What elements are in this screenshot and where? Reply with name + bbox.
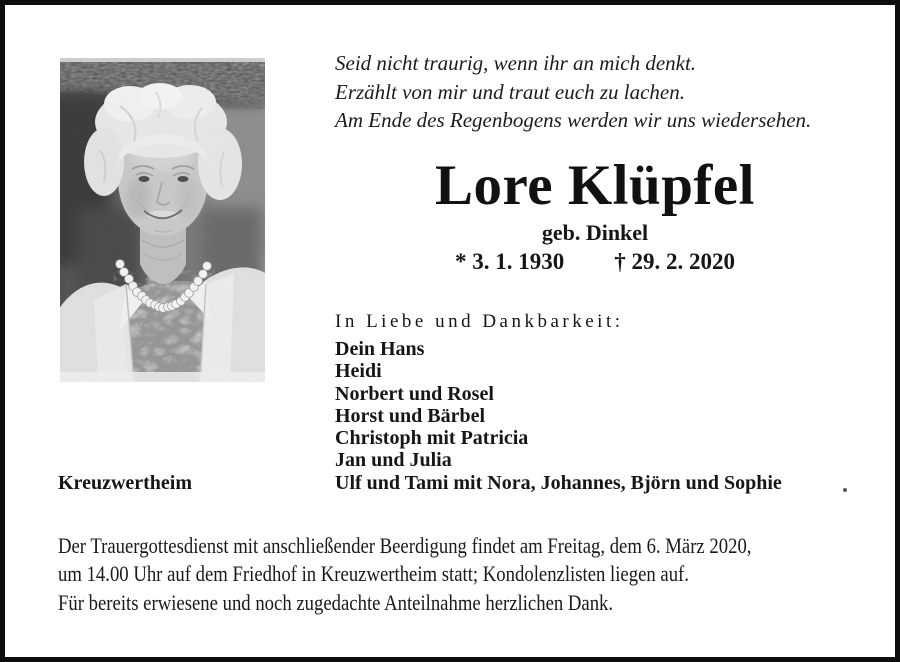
portrait-photo (60, 58, 265, 382)
mourner-line: Norbert und Rosel (335, 382, 494, 405)
mourner-line: Christoph mit Patricia (335, 427, 529, 450)
funeral-notice-line: Der Trauergottesdienst mit anschließender Beerdigung findet am Freitag, dem 6. März 2020, (58, 533, 752, 558)
birth-date: * 3. 1. 1930 (455, 249, 565, 274)
tribute-heading: In Liebe und Dankbarkeit: (335, 311, 624, 332)
funeral-notice-line: Für bereits erwiesene und noch zugedachte Anteilnahme herzlichen Dank. (58, 590, 614, 615)
mourner-line: Jan und Julia (335, 449, 452, 472)
life-dates (335, 249, 855, 275)
mourners-list (335, 338, 782, 494)
mourner-line: Heidi (335, 360, 382, 383)
mourner-line: Dein Hans (335, 338, 425, 360)
poem-line: Seid nicht traurig, wenn ihr an mich denkt. (335, 51, 697, 75)
deceased-name: Lore Klüpfel (434, 154, 756, 217)
mourner-line: Ulf und Tami mit Nora, Johannes, Björn und Sophie (335, 471, 782, 494)
deceased-block (335, 156, 855, 275)
maiden-name: geb. Dinkel (541, 220, 649, 245)
funeral-notice (58, 532, 751, 617)
funeral-notice-line: um 14.00 Uhr auf dem Friedhof in Kreuzwertheim statt; Kondolenzlisten liegen auf. (58, 560, 689, 586)
place-name: Kreuzwertheim (58, 472, 193, 494)
memorial-poem (335, 49, 811, 135)
scan-artifact-dot (843, 488, 847, 492)
death-date: † 29. 2. 2020 (614, 249, 735, 274)
mourner-line: Horst und Bärbel (335, 404, 486, 427)
poem-line: Am Ende des Regenbogens werden wir uns wiedersehen. (335, 108, 812, 132)
poem-line: Erzählt von mir und traut euch zu lachen. (335, 79, 685, 104)
portrait-photo-illustration (60, 58, 265, 382)
